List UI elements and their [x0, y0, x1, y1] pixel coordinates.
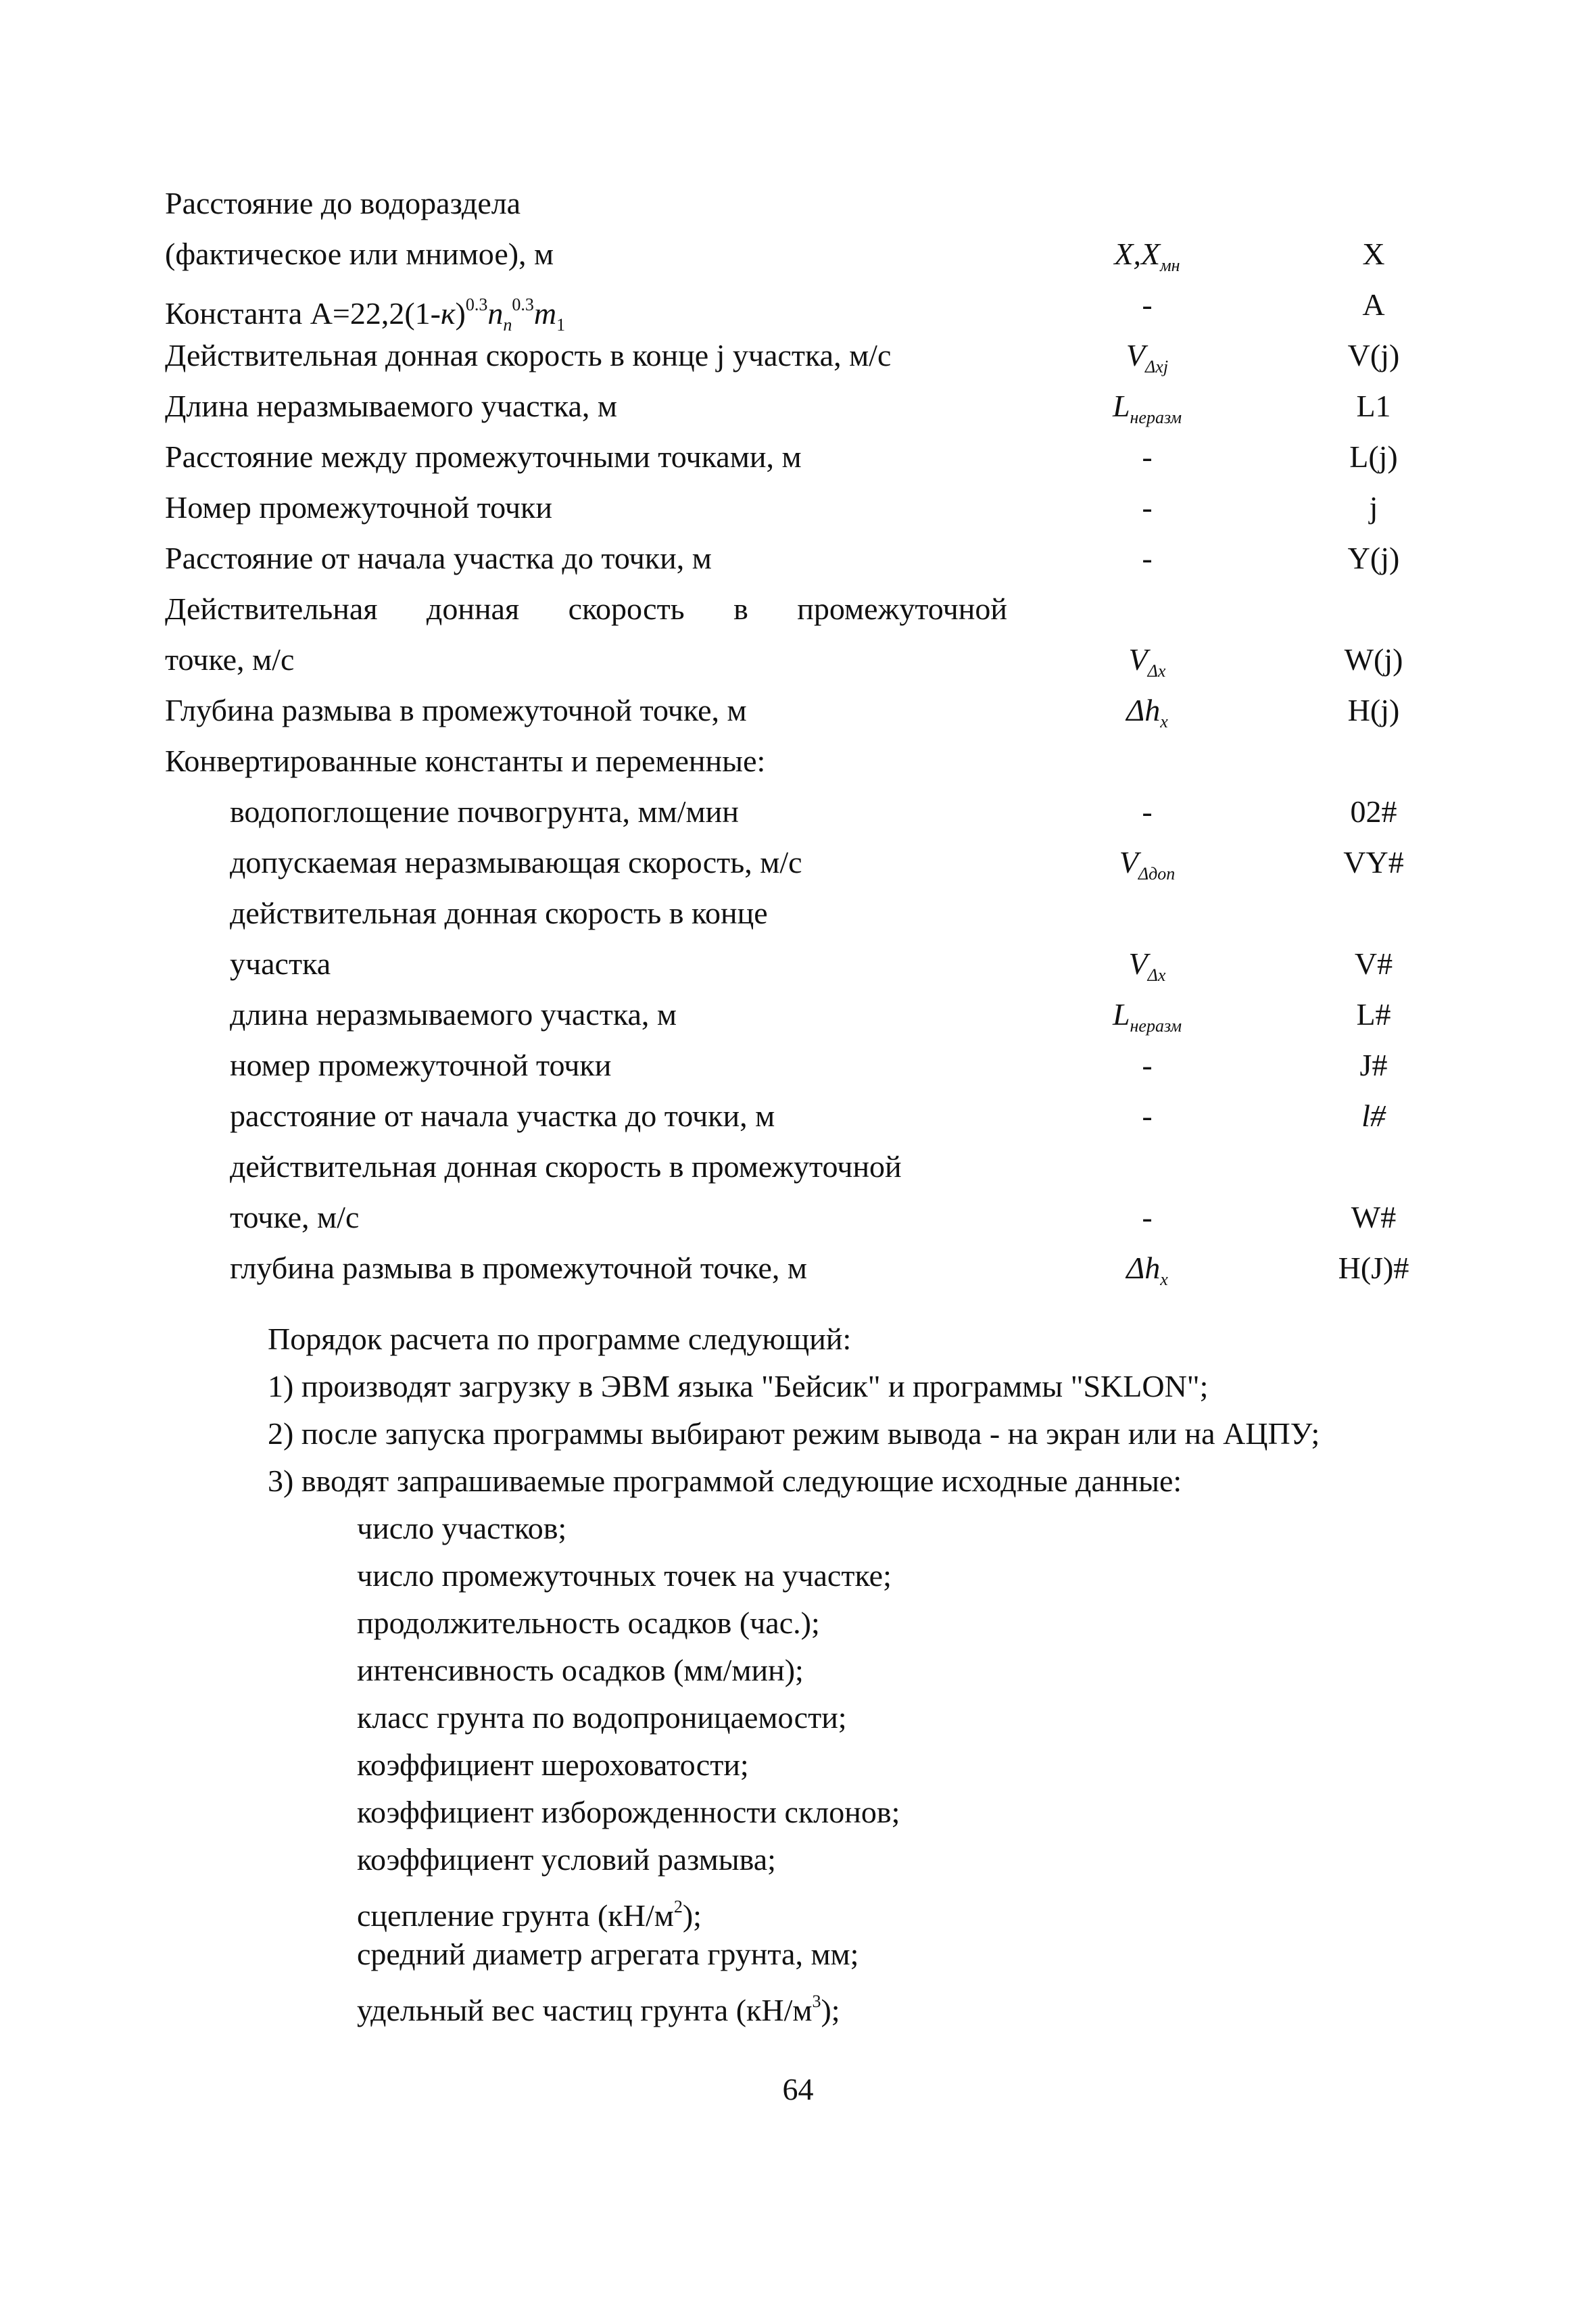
subrow-label: глубина размыва в промежуточной точке, м	[230, 1251, 808, 1285]
subrow-label: действительная донная скорость в промежуточной	[230, 1149, 902, 1184]
subrow-label: точке, м/с	[230, 1200, 360, 1234]
page-number: 64	[782, 2072, 814, 2106]
subrow-label: допускаемая неразмывающая скорость, м/с	[230, 845, 802, 879]
row-variable: X	[1362, 237, 1385, 271]
subrow-variable: VY#	[1343, 845, 1404, 879]
input-item: средний диаметр агрегата грунта, мм;	[357, 1937, 859, 1971]
row-label: точке, м/с	[165, 642, 295, 677]
row-variable: L1	[1356, 389, 1391, 423]
subrow-variable: 02#	[1350, 794, 1397, 829]
procedure-intro: Порядок расчета по программе следующий:	[268, 1322, 852, 1356]
row-label: Действительная донная скорость в конце j участка, м/с	[165, 338, 892, 372]
subrow-label: действительная донная скорость в конце	[230, 896, 768, 930]
row-variable: L(j)	[1349, 439, 1398, 474]
row-label: Конвертированные константы и переменные:	[165, 744, 766, 778]
row-symbol: -	[1142, 541, 1153, 575]
row-label: Расстояние от начала участка до точки, м	[165, 541, 712, 575]
row-symbol: -	[1142, 287, 1153, 322]
subrow-label: длина неразмываемого участка, м	[230, 997, 677, 1032]
subrow-symbol: $\Delta h_x$	[1126, 1251, 1168, 1289]
input-item: число промежуточных точек на участке;	[357, 1558, 892, 1593]
row-symbol: $\Delta h_x$	[1126, 693, 1168, 731]
subrow-variable: W#	[1351, 1200, 1397, 1234]
input-item-cohesion: сцепление грунта $(кН/м^2)$;	[357, 1897, 702, 1933]
row-label: Длина неразмываемого участка, м	[165, 389, 617, 423]
row-variable: V(j)	[1347, 338, 1400, 372]
row-label: Глубина размыва в промежуточной точке, м	[165, 693, 747, 727]
input-item: класс грунта по водопроницаемости;	[357, 1700, 847, 1735]
procedure-step: 3) вводят запрашиваемые программой следующие исходные данные:	[268, 1464, 1182, 1498]
subrow-variable: J#	[1359, 1048, 1388, 1082]
row-label-justified	[165, 590, 1007, 628]
justified-word: скорость	[568, 592, 685, 626]
subrow-variable: L#	[1356, 997, 1391, 1032]
subrow-symbol: -	[1142, 1200, 1153, 1234]
subrow-variable: l#	[1361, 1099, 1386, 1133]
row-symbol: -	[1142, 439, 1153, 474]
row-variable: Y(j)	[1347, 541, 1400, 575]
row-label: Номер промежуточной точки	[165, 490, 553, 525]
subrow-symbol: -	[1142, 794, 1153, 829]
justified-word: донная	[426, 592, 520, 626]
input-item: интенсивность осадков (мм/мин);	[357, 1653, 804, 1687]
subrow-label: номер промежуточной точки	[230, 1048, 612, 1082]
row-symbol: $V_{\Delta xj}$	[1126, 338, 1169, 377]
row-symbol: $X,X_{мн}$	[1114, 237, 1180, 275]
row-label-constant: Константа $А=22,2(1-к)^{0.3}n_п^{0.3}m_1$	[165, 295, 566, 335]
row-variable: A	[1362, 287, 1385, 322]
input-item: коэффициент изборожденности склонов;	[357, 1795, 900, 1829]
justified-word: Действительная	[165, 592, 378, 626]
row-variable: W(j)	[1344, 642, 1403, 677]
input-item-weight: удельный вес частиц грунта $(кН/м^3)$;	[357, 1992, 840, 2027]
row-label: (фактическое или мнимое), м	[165, 237, 554, 271]
input-item: коэффициент шероховатости;	[357, 1747, 749, 1782]
justified-word: в	[733, 592, 748, 626]
procedure-step: 1) производят загрузку в ЭВМ языка "Бейсик" и программы "SKLON";	[268, 1369, 1209, 1403]
input-item: продолжительность осадков (час.);	[357, 1606, 820, 1640]
subrow-variable: H(J)#	[1338, 1251, 1409, 1285]
row-symbol: -	[1142, 490, 1153, 525]
row-symbol: $L_{неразм}$	[1112, 389, 1182, 427]
procedure-step: 2) после запуска программы выбирают режим вывода - на экран или на АЦПУ;	[268, 1416, 1320, 1451]
subrow-label: водопоглощение почвогрунта, мм/мин	[230, 794, 739, 829]
input-item: коэффициент условий размыва;	[357, 1842, 776, 1877]
row-variable: j	[1369, 490, 1378, 525]
subrow-symbol: -	[1142, 1099, 1153, 1133]
subrow-label: участка	[230, 946, 331, 981]
row-label: Расстояние между промежуточными точками, м	[165, 439, 802, 474]
row-label: Расстояние до водораздела	[165, 186, 521, 220]
row-variable: H(j)	[1347, 693, 1400, 727]
subrow-symbol: $V_{\Delta x}$	[1128, 946, 1166, 985]
input-item: число участков;	[357, 1511, 567, 1545]
row-symbol: $V_{\Delta x}$	[1128, 642, 1166, 681]
subrow-symbol: -	[1142, 1048, 1153, 1082]
subrow-variable: V#	[1354, 946, 1393, 981]
subrow-label: расстояние от начала участка до точки, м	[230, 1099, 775, 1133]
justified-word: промежуточной	[797, 592, 1007, 626]
subrow-symbol: $V_{\Delta доп}$	[1119, 845, 1176, 884]
subrow-symbol: $L_{неразм}$	[1112, 997, 1182, 1036]
